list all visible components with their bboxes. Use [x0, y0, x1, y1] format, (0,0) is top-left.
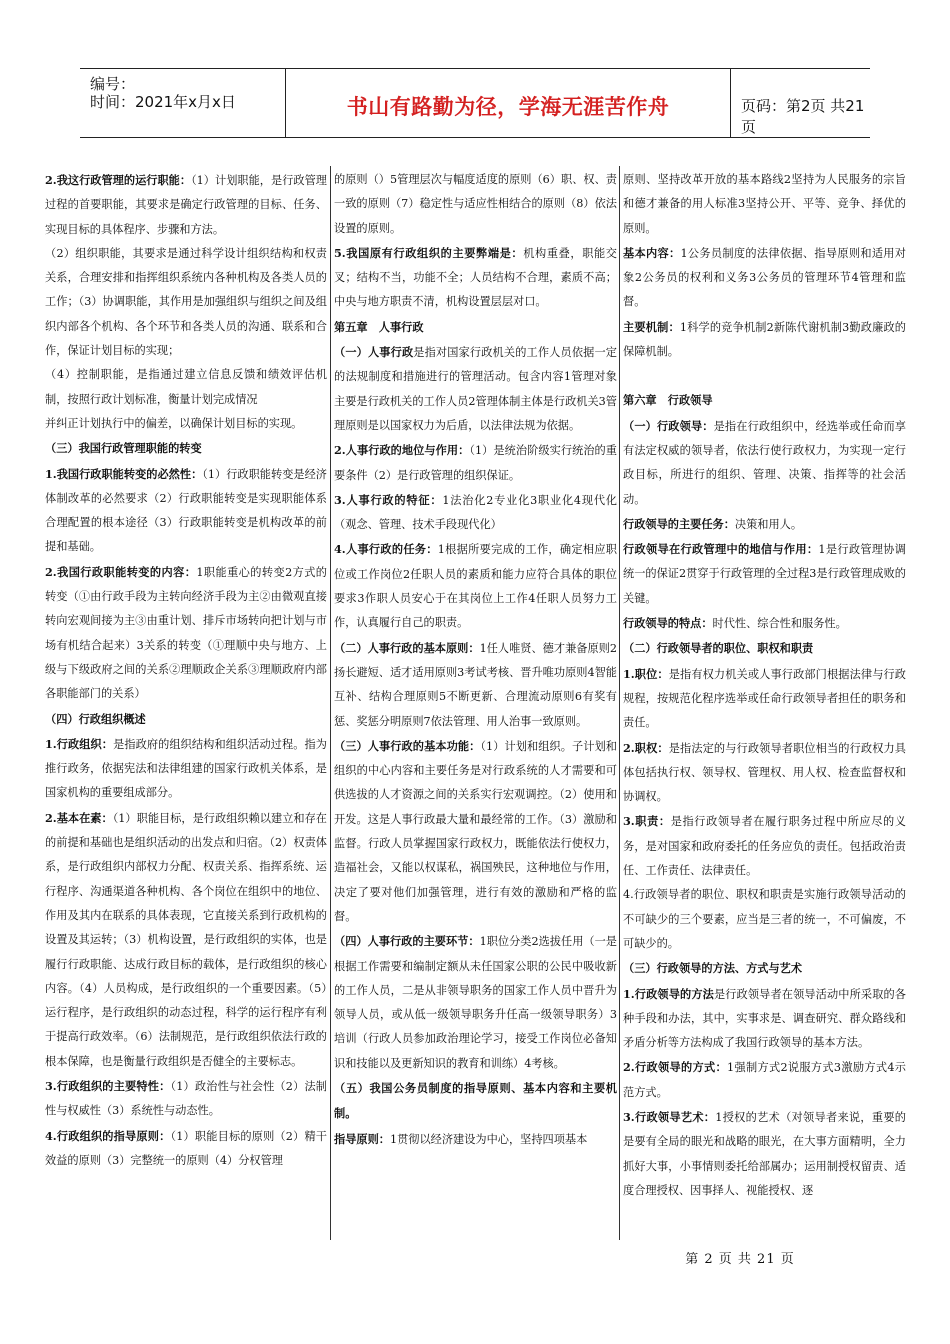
paragraph-heading: （五）我国公务员制度的指导原则、基本内容和主要机制。: [334, 1080, 617, 1121]
text-paragraph: [334, 734, 617, 929]
paragraph-text: 1是行政管理协调统一的保证2贯穿于行政管理的全过程3是行政管理成败的关键。: [623, 543, 906, 605]
text-paragraph: [334, 1127, 617, 1152]
paragraph-text: 是行政领导者在领导活动中所采取的各种手段和办法，其中，实事求是、调查研究、群众路线和矛盾分析等方法构成了我国行政领导的基本方法。: [623, 987, 906, 1050]
text-paragraph: [45, 436, 327, 461]
paragraph-heading: （三）人事行政的基本功能：: [334, 738, 481, 753]
paragraph-heading: 2.我这行政管理的运行职能：: [45, 173, 192, 187]
text-paragraph: [623, 1105, 906, 1203]
paragraph-text: 4.行政领导者的职位、职权和职责是实施行政领导活动的不可缺少的三个要素，应当是三者的统一，不可偏废，不可缺少的。: [623, 888, 906, 950]
text-paragraph: [334, 438, 617, 488]
text-paragraph: [45, 732, 327, 806]
paragraph-heading: 3.职责：: [623, 814, 671, 829]
paragraph-heading: 3.行政领导艺术：: [623, 1109, 716, 1124]
paragraph-text: 1强制方式2说服方式3激励方式4示范方式。: [623, 1061, 906, 1099]
text-paragraph: [623, 982, 906, 1056]
paragraph-text: 1法治化2专业化3职业化4现代化（观念、管理、技术手段现代化）: [334, 493, 617, 532]
paragraph-heading: 2.基本在素：: [45, 810, 113, 825]
paragraph-text: 是指政府的组织结构和组织活动过程。指为推行政务，依据宪法和法律组建的国家行政机关体系，是国家机构的重要组成部分。: [45, 737, 327, 800]
text-paragraph: [623, 636, 906, 661]
paragraph-text: 是指行政领导者在履行职务过程中所应尽的义务，是对国家和政府委托的任务应负的责任。包括政治责任、工作责任、法律责任。: [623, 815, 906, 878]
text-paragraph: [623, 662, 906, 736]
paragraph-heading: 行政领导的主要任务：: [623, 516, 735, 531]
text-paragraph: [45, 1074, 327, 1124]
paragraph-text: 是指法定的与行政领导者职位相当的行政权力具体包括执行权、领导权、管理权、用人权、检查监督权和协调权。: [623, 741, 906, 804]
text-paragraph: [623, 512, 906, 537]
paragraph-heading: （一）人事行政: [334, 345, 414, 360]
text-paragraph: [623, 736, 906, 810]
text-paragraph: [334, 241, 617, 315]
paragraph-heading: 指导原则：: [334, 1131, 390, 1146]
text-paragraph: [623, 537, 906, 611]
text-paragraph: [334, 929, 617, 1076]
paragraph-heading: （四）人事行政的主要环节：: [334, 934, 480, 949]
text-paragraph: [334, 168, 617, 241]
header-page-code: 页码：第2页 共21页: [741, 97, 865, 136]
paragraph-heading: 4.行政组织的指导原则：: [45, 1128, 171, 1143]
paragraph-heading: 3.行政组织的主要特性：: [45, 1078, 171, 1093]
paragraph-heading: 3.人事行政的特征：: [334, 492, 443, 507]
paragraph-text: （1）职能目标，是行政组织赖以建立和存在的前提和基础也是组织活动的出发点和归宿。（2）权责体系，是行政组织内部权力分配、权责关系、指挥系统、运行程序、沟通渠道各种机构、各个岗位在组织中的地位、作用及其内在联系的具体表现，它直接关系到行政机构的设置及其运转；（3）机构设置，是行政组织的实体，也是履行行政职能、达成行政目标的载体，是行政组织的核心内容。（4）人员构成，是行政组织的一个重要因素。（5）运行程序，是行政组织的动态过程，科学的运行程序有利于提高行政效率。（6）法制规范，是行政组织依法行政的根本保障，也是衡量行政组织是否健全的主要标志。: [45, 811, 327, 1068]
paragraph-heading: （三）行政领导的方法、方式与艺术: [623, 961, 803, 976]
text-paragraph: [623, 414, 906, 512]
page-header: [80, 68, 870, 138]
text-paragraph: [623, 809, 906, 883]
paragraph-text: （1）行政职能转变是经济体制改革的必然要求（2）行政职能转变是实现职能体系合理配置的根本途径（3）行政职能转变是机构改革的前提和基础。: [45, 467, 327, 554]
paragraph-text: 1授权的艺术（对领导者来说，重要的是要有全局的眼光和战略的眼光，在大事方面精明，全力抓好大事，小事情则委托给部属办；运用制授权留责、适度合理授权、因事择人、视能授权、逐: [623, 1110, 906, 1197]
text-paragraph: [45, 242, 327, 363]
paragraph-text: 1任人唯贤、德才兼备原则2扬长避短、适才适用原则3考试考核、晋升唯功原则4智能互补、结构合理原则5不断更新、合理流动原则6有奖有惩、奖惩分明原则7依法管理、用人治事一致原则。: [334, 641, 617, 728]
paragraph-heading: 1.行政组织：: [45, 736, 114, 751]
text-paragraph: [334, 315, 617, 340]
paragraph-heading: 行政领导在行政管理中的地信与作用：: [623, 542, 819, 557]
paragraph-text: 是指在行政组织中，经选举或任命而享有法定权威的领导者，依法行使行政权力，为实现一定行政目标，所进行的组织、管理、决策、指挥等的社会活动。: [623, 419, 906, 506]
paragraph-text: （2）组织职能，其要求是通过科学设计组织结构和权责关系，合理安排和指挥组织系统内各种机构及各类人员的工作；（3）协调职能，其作用是加强组织与组织之间及组织内部各个机构、各个环节和各类人员的沟通、联系和合作，保证计划目标的实现；: [45, 246, 327, 358]
paragraph-text: 时代性、综合性和服务性。: [712, 617, 847, 631]
paragraph-text: 1职位分类2选拔任用（一是根据工作需要和编制定额从未任国家公职的公民中吸收新的工作人员，二是从非领导职务的国家工作人员中晋升为领导人员，或从低一级领导职务升任高一级领导职务）3培训（行政人员参加政治理论学习，接受工作岗位必备知识和技能以及更新知识的教育和训练）4考核。: [334, 935, 617, 1070]
paragraph-heading: 4.人事行政的任务：: [334, 542, 438, 557]
header-meta-cell: [80, 69, 286, 137]
paragraph-text: （1）计划职能，是行政管理过程的首要职能，其要求是确定行政管理的目标、任务、实现目标的具体程序、步骤和方法。: [45, 174, 327, 236]
paragraph-text: 1公务员制度的法律依据、指导原则和适用对象2公务员的权利和义务3公务员的管理环节4管理和监督。: [623, 246, 906, 309]
text-paragraph: [45, 806, 327, 1074]
paragraph-heading: 2.人事行政的地位与作用：: [334, 443, 470, 458]
text-column-left: [45, 168, 327, 1236]
page-footer: 第 2 页 共 21 页: [685, 1252, 795, 1267]
text-paragraph: [334, 340, 617, 438]
text-paragraph: [45, 412, 327, 436]
paragraph-heading: （三）我国行政管理职能的转变: [45, 441, 202, 456]
paragraph-heading: 2.行政领导的方式：: [623, 1060, 728, 1075]
paragraph-text: 并纠正计划执行中的偏差，以确保计划目标的实现。: [45, 416, 303, 430]
paragraph-text: 1职能重心的转变2方式的转变（①由行政手段为主转向经济手段为主②由微观直接转向宏观间接为主③由重计划、排斥市场转向把计划与市场有机结合起来）3关系的转变（①理顺中央与地方、上级与下级政府之间的关系②理顺政企关系③理顺政府内部各职能部门的关系）: [45, 565, 327, 701]
paragraph-heading: （二）人事行政的基本原则：: [334, 640, 480, 655]
column-divider: [619, 166, 620, 1240]
text-paragraph: [623, 956, 906, 981]
paragraph-text: （1）政治性与社会性（2）法制性与权威性（3）系统性与动态性。: [45, 1079, 327, 1118]
paragraph-heading: （四）行政组织概述: [45, 711, 146, 726]
paragraph-heading: 基本内容：: [623, 245, 681, 260]
column-divider: [330, 166, 331, 1240]
paragraph-text: （1）计划和组织。子计划和组织的中心内容和主要任务是对行政系统的人才需要和可供选拔的人才资源之间的关系实行宏观调控。（2）使用和开发。这是人事行政最大量和最经常的工作。（3）激励和监督。行政人员掌握国家行政权力，既能依法行使权力，造福社会，又能以权谋私，祸国殃民，这种地位与作用，决定了要对他们加强管理，进行有效的激励和严格的监督。: [334, 739, 617, 923]
paragraph-text: 1贯彻以经济建设为中心，坚持四项基本: [389, 1132, 588, 1146]
header-motto: 书山有路勤为径，学海无涯苦作舟: [346, 95, 670, 119]
text-paragraph: [45, 1124, 327, 1174]
text-column-middle: [334, 168, 617, 1236]
text-paragraph: [623, 883, 906, 956]
paragraph-heading: 2.职权：: [623, 740, 669, 755]
paragraph-text: 机构重叠，职能交叉；结构不当，功能不全；人员结构不合理，素质不高；中央与地方职责不清，机构设置层层对口。: [334, 246, 617, 309]
paragraph-text: （1）职能目标的原则（2）精干效益的原则（3）完整统一的原则（4）分权管理: [45, 1129, 327, 1167]
paragraph-text: 决策和用人。: [734, 517, 803, 531]
text-paragraph: [623, 168, 906, 241]
paragraph-heading: （一）行政领导：: [623, 418, 714, 433]
document-time-label: 时间：2021年x月x日: [90, 93, 236, 111]
text-paragraph: [623, 1055, 906, 1105]
paragraph-heading: 2.我国行政职能转变的内容：: [45, 564, 197, 579]
paragraph-text: 1根据所要完成的工作，确定相应职位或工作岗位2任职人员的素质和能力应符合具体的职位要求3作职人员安心于在其岗位上工作4任职人员努力工作，认真履行自己的职责。: [334, 543, 617, 630]
header-motto-cell: [286, 69, 731, 137]
text-paragraph: [45, 363, 327, 412]
document-number-label: 编号：: [90, 75, 136, 93]
text-paragraph: [45, 707, 327, 732]
paragraph-gap: [623, 364, 906, 388]
paragraph-text: （4）控制职能，是指通过建立信息反馈和绩效评估机制，按照行政计划标准，衡量计划完成情况: [45, 368, 327, 406]
paragraph-heading: 1.我国行政职能转变的必然性：: [45, 466, 203, 481]
text-paragraph: [45, 462, 327, 560]
paragraph-text: 原则、坚持改革开放的基本路线2坚持为人民服务的宗旨和德才兼备的用人标准3坚持公开、平等、竞争、择优的原则。: [623, 173, 906, 235]
paragraph-heading: 第六章 行政领导: [623, 393, 713, 408]
paragraph-text: 是指对国家行政机关的工作人员依据一定的法规制度和措施进行的管理活动。包含内容1管理对象主要是行政机关的工作人员2管理体制主体是行政机关3管理原则是以国家权力为后盾，以法律法规为依据。: [334, 346, 617, 432]
header-page-cell: [731, 69, 870, 137]
paragraph-heading: 1.行政领导的方法: [623, 986, 714, 1001]
text-paragraph: [334, 537, 617, 635]
text-paragraph: [334, 488, 617, 538]
text-paragraph: [334, 636, 617, 734]
paragraph-text: 是指有权力机关或人事行政部门根据法律与行政规程，按规范化程序选举或任命行政领导者担任的职务和责任。: [623, 667, 906, 730]
paragraph-text: 的原则（）5管理层次与幅度适度的原则（6）职、权、责一致的原则（7）稳定性与适应性相结合的原则（8）依法设置的原则。: [334, 173, 617, 235]
text-paragraph: [623, 241, 906, 315]
paragraph-heading: （二）行政领导者的职位、职权和职责: [623, 641, 814, 656]
text-paragraph: [623, 611, 906, 636]
paragraph-heading: 第五章 人事行政: [334, 319, 424, 334]
paragraph-text: 1科学的竞争机制2新陈代谢机制3勤政廉政的保障机制。: [623, 320, 906, 359]
paragraph-text: （1）是统治阶级实行统治的重要条件（2）是行政管理的组织保证。: [334, 444, 617, 482]
text-paragraph: [45, 560, 327, 707]
text-paragraph: [623, 315, 906, 365]
text-paragraph: [45, 168, 327, 242]
text-paragraph: [623, 388, 906, 413]
paragraph-heading: 主要机制：: [623, 319, 680, 334]
paragraph-heading: 1.职位：: [623, 666, 669, 681]
paragraph-heading: 行政领导的特点：: [623, 616, 713, 631]
text-column-right: [623, 168, 906, 1236]
paragraph-heading: 5.我国原有行政组织的主要弊端是：: [334, 245, 524, 260]
text-paragraph: [334, 1076, 617, 1127]
